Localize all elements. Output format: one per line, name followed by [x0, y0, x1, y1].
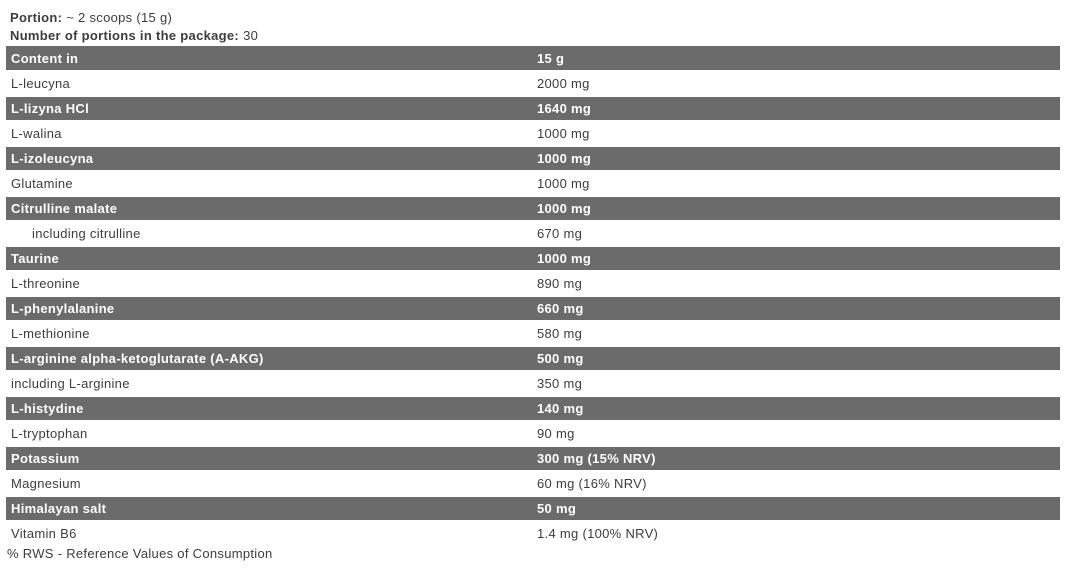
ingredient-name: L-phenylalanine [11, 301, 115, 316]
table-row [6, 521, 1060, 546]
ingredient-name: L-leucyna [11, 76, 71, 91]
table-row [6, 421, 1060, 446]
ingredient-name: L-histydine [11, 401, 84, 416]
ingredient-amount: 140 mg [537, 401, 584, 416]
ingredient-amount: 660 mg [537, 301, 584, 316]
table-row [6, 471, 1060, 496]
table-row [6, 171, 1060, 196]
ingredient-name: L-lizyna HCl [11, 101, 89, 116]
portion-info [10, 9, 258, 44]
ingredient-name: Magnesium [11, 476, 81, 491]
ingredient-name: L-methionine [11, 326, 90, 341]
table-row [6, 396, 1060, 421]
column-header-amount: 15 g [537, 50, 565, 66]
table-row [6, 371, 1060, 396]
ingredient-name: Vitamin B6 [11, 526, 77, 541]
table-header-row [6, 46, 1060, 71]
table-row [6, 121, 1060, 146]
portion-line [10, 9, 258, 27]
ingredient-amount: 50 mg [537, 501, 577, 516]
table-row [6, 221, 1060, 246]
ingredient-amount: 1000 mg [537, 251, 592, 266]
ingredient-amount: 890 mg [537, 276, 583, 291]
ingredient-name: L-walina [11, 126, 62, 141]
portion-value: ~ 2 scoops (15 g) [66, 10, 173, 25]
ingredient-amount: 670 mg [537, 226, 583, 241]
table-row [6, 496, 1060, 521]
package-portions-label: Number of portions in the package: [10, 27, 240, 43]
ingredient-amount: 1.4 mg (100% NRV) [537, 526, 659, 541]
ingredient-name: L-threonine [11, 276, 81, 291]
footer-note: % RWS - Reference Values of Consumption [7, 546, 273, 561]
table-row [6, 196, 1060, 221]
ingredient-name: Taurine [11, 251, 60, 266]
table-row [6, 346, 1060, 371]
table-row [6, 446, 1060, 471]
table-row [6, 71, 1060, 96]
ingredient-amount: 60 mg (16% NRV) [537, 476, 647, 491]
ingredient-name: Glutamine [11, 176, 73, 191]
ingredient-amount: 580 mg [537, 326, 583, 341]
ingredient-name: L-tryptophan [11, 426, 88, 441]
table-row [6, 271, 1060, 296]
ingredient-rows [6, 71, 1060, 546]
ingredient-amount: 1640 mg [537, 101, 592, 116]
ingredient-amount: 300 mg (15% NRV) [537, 451, 656, 466]
ingredient-amount: 350 mg [537, 376, 583, 391]
ingredient-amount: 1000 mg [537, 201, 592, 216]
ingredient-name: Potassium [11, 451, 80, 466]
table-row [6, 296, 1060, 321]
package-portions-line [10, 27, 258, 45]
ingredient-name: including L-arginine [11, 376, 130, 391]
column-header-content: Content in [11, 50, 79, 66]
ingredient-amount: 500 mg [537, 351, 584, 366]
ingredient-name: including citrulline [32, 226, 141, 241]
ingredient-amount: 2000 mg [537, 76, 590, 91]
table-row [6, 146, 1060, 171]
ingredient-name: L-izoleucyna [11, 151, 94, 166]
ingredient-amount: 90 mg [537, 426, 575, 441]
ingredient-name: L-arginine alpha-ketoglutarate (A-AKG) [11, 351, 264, 366]
nutrition-table [6, 46, 1060, 546]
ingredient-name: Himalayan salt [11, 501, 107, 516]
table-row [6, 246, 1060, 271]
portion-label: Portion: [10, 10, 63, 25]
table-row [6, 321, 1060, 346]
table-row [6, 96, 1060, 121]
ingredient-name: Citrulline malate [11, 201, 118, 216]
package-portions-value: 30 [243, 27, 259, 43]
ingredient-amount: 1000 mg [537, 151, 592, 166]
ingredient-amount: 1000 mg [537, 176, 590, 191]
ingredient-amount: 1000 mg [537, 126, 590, 141]
